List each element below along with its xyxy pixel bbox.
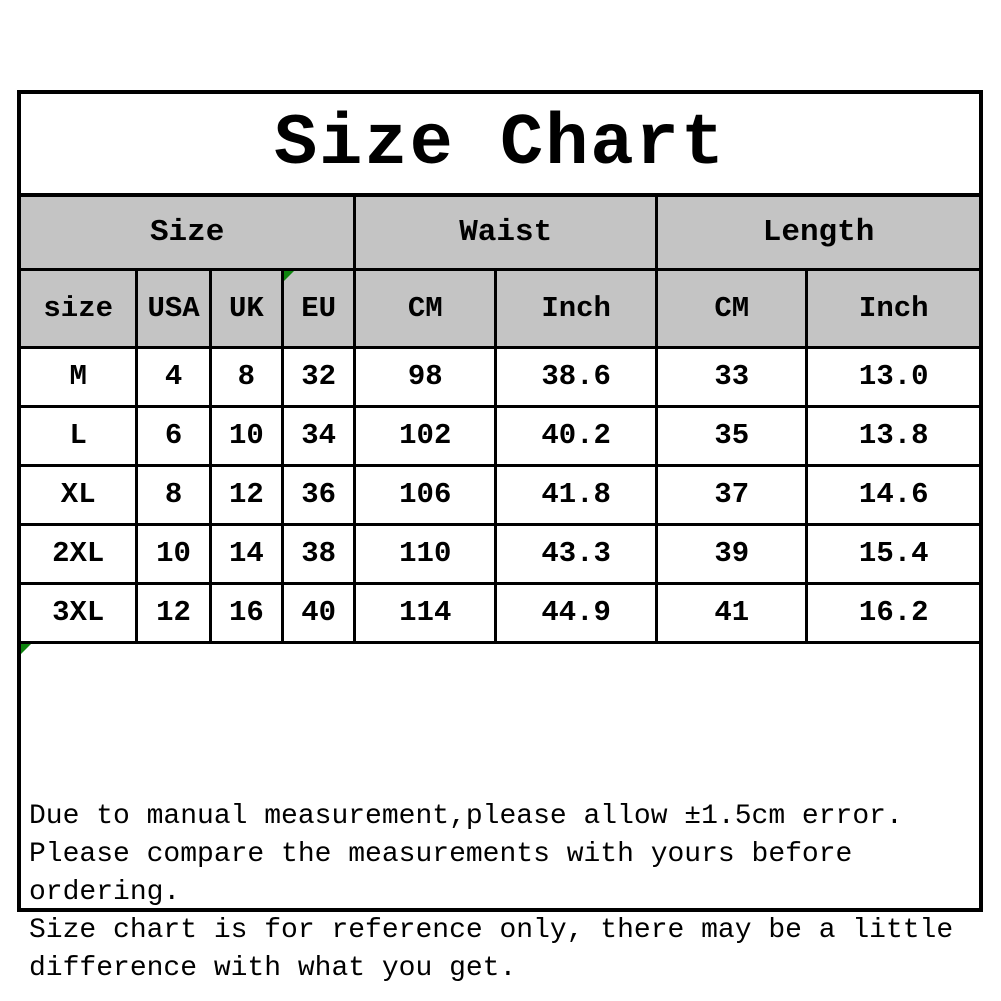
table-cell: 39 [657,524,807,583]
table-cell: 98 [355,347,496,406]
table-cell: L [21,406,137,465]
table-cell: 41 [657,583,807,642]
column-header-cell: Inch [807,269,979,347]
note-line: Due to manual measurement,please allow ±1.5cm error. [29,800,903,832]
table-cell: 6 [137,406,210,465]
table-cell: 34 [283,406,355,465]
table-cell: 37 [657,465,807,524]
table-cell: 44.9 [496,583,657,642]
table-row [21,465,979,524]
note-line: difference with what you get. [29,952,517,984]
table-cell: 16 [210,583,282,642]
table-cell: 33 [657,347,807,406]
column-header-cell: Inch [496,269,657,347]
column-header-cell: UK [210,269,282,347]
note-line: ordering. [29,876,181,908]
note-corner-flag-icon [21,644,31,654]
table-cell: 12 [210,465,282,524]
page-title: Size Chart [21,94,979,197]
table-cell: XL [21,465,137,524]
table-cell: 38.6 [496,347,657,406]
table-cell: 14.6 [807,465,979,524]
table-cell: 40.2 [496,406,657,465]
table-cell: 16.2 [807,583,979,642]
table-cell: 8 [137,465,210,524]
group-header-row [21,197,979,269]
table-cell: 102 [355,406,496,465]
table-cell: 13.8 [807,406,979,465]
table-row [21,524,979,583]
column-header-cell: USA [137,269,210,347]
size-chart-panel [17,90,983,984]
notes-section [21,644,979,988]
group-header-cell: Waist [355,197,657,269]
size-table [21,197,979,644]
table-cell: 14 [210,524,282,583]
group-header-cell: Length [657,197,979,269]
column-header-row [21,269,979,347]
note-line: Size chart is for reference only, there may be a little [29,914,954,946]
table-row [21,583,979,642]
table-cell: 106 [355,465,496,524]
table-cell: 41.8 [496,465,657,524]
table-cell: 35 [657,406,807,465]
table-cell: 114 [355,583,496,642]
column-header-cell: EU [283,269,355,347]
table-cell: 40 [283,583,355,642]
table-cell: 10 [210,406,282,465]
table-cell: 10 [137,524,210,583]
cell-corner-flag-icon [284,271,294,281]
table-cell: M [21,347,137,406]
table-cell: 36 [283,465,355,524]
table-cell: 13.0 [807,347,979,406]
column-header-cell: size [21,269,137,347]
note-line: Please compare the measurements with yours before [29,838,853,870]
table-cell: 12 [137,583,210,642]
table-cell: 8 [210,347,282,406]
table-cell: 43.3 [496,524,657,583]
table-cell: 15.4 [807,524,979,583]
table-cell: 3XL [21,583,137,642]
table-cell: 32 [283,347,355,406]
table-cell: 38 [283,524,355,583]
table-row [21,406,979,465]
column-header-cell: CM [355,269,496,347]
table-cell: 2XL [21,524,137,583]
column-header-cell: CM [657,269,807,347]
table-cell: 4 [137,347,210,406]
group-header-cell: Size [21,197,355,269]
table-cell: 110 [355,524,496,583]
table-row [21,347,979,406]
